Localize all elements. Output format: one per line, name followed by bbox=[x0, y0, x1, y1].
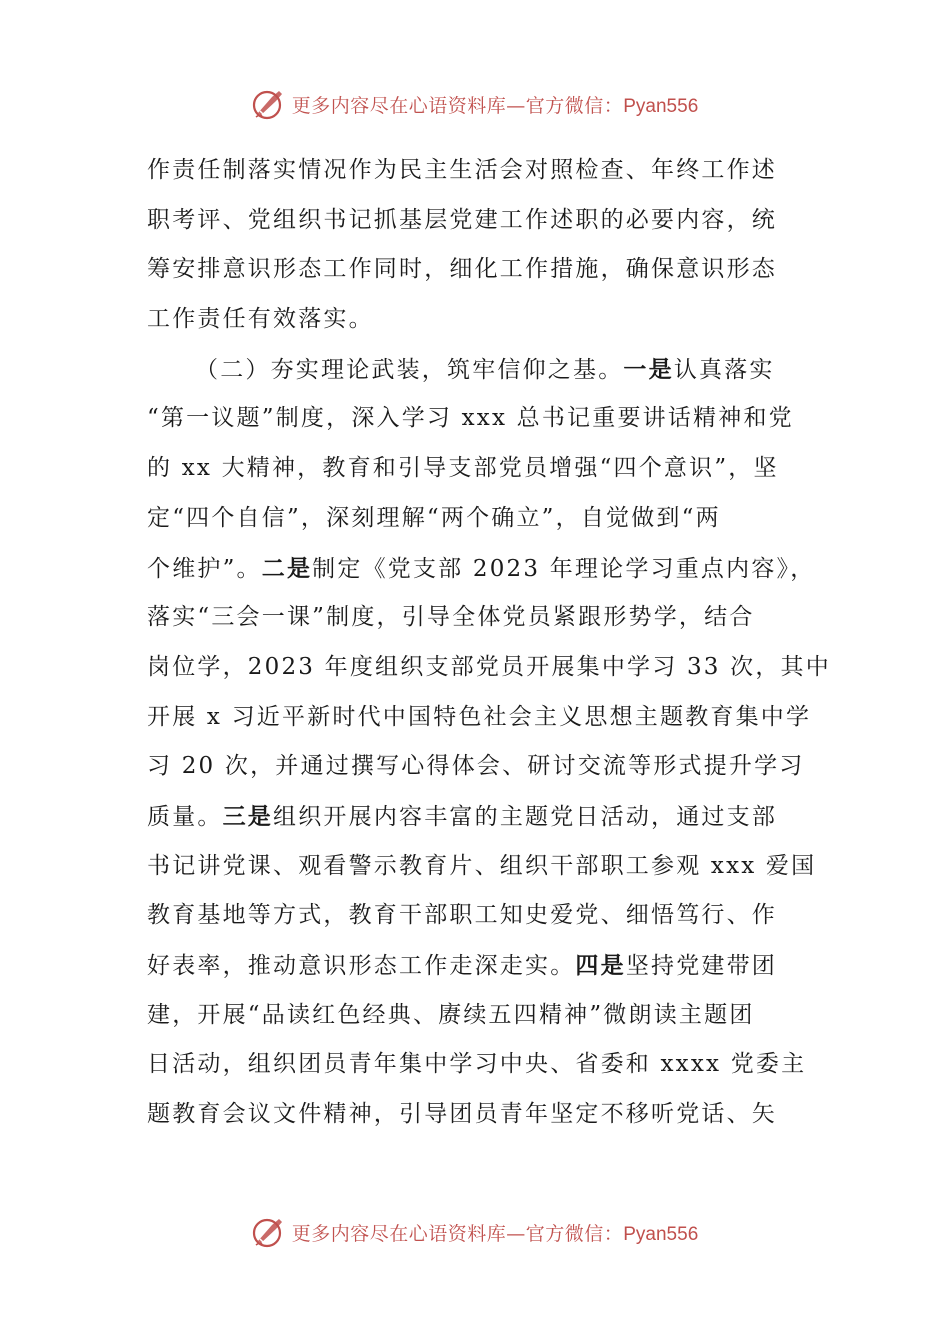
text-line bbox=[147, 593, 807, 643]
text-line bbox=[147, 891, 807, 941]
text-segment: 开展 x 习近平新时代中国特色社会主义思想主题教育集中学 bbox=[147, 703, 812, 730]
text-line bbox=[147, 1090, 807, 1140]
pen-nib-logo-icon bbox=[252, 1215, 286, 1249]
wechat-id: Pyan556 bbox=[623, 1223, 699, 1245]
text-segment: 落实“三会一课”制度，引导全体党员紧跟形势学，结合 bbox=[147, 604, 755, 631]
wechat-id: Pyan556 bbox=[623, 95, 699, 117]
document-body bbox=[147, 146, 831, 1140]
text-line bbox=[147, 842, 817, 892]
bold-keyword: 二是 bbox=[261, 554, 313, 582]
text-segment: 认真落实 bbox=[673, 356, 775, 383]
text-segment: 作责任制落实情况作为民主生活会对照检查、年终工作述 bbox=[147, 157, 777, 183]
text-line bbox=[147, 1040, 807, 1090]
text-segment: 岗位学，2023 年度组织支部党员开展集中学习 33 次，其中 bbox=[147, 653, 831, 680]
pen-nib-logo-icon bbox=[252, 87, 286, 121]
text-line bbox=[147, 494, 807, 544]
text-segment: （二）夯实理论武装，筑牢信仰之基。 bbox=[195, 356, 624, 383]
text-segment: 定“四个自信”，深刻理解“两个确立”，自觉做到“两 bbox=[147, 504, 721, 531]
text-line bbox=[147, 742, 807, 792]
text-line bbox=[147, 196, 807, 246]
text-segment: 个维护”。 bbox=[147, 555, 262, 582]
header-banner bbox=[0, 82, 950, 126]
text-segment: 质量。 bbox=[147, 803, 223, 830]
text-segment: 制定《党支部 2023 年理论学习重点内容》， bbox=[312, 555, 816, 582]
text-segment: 职考评、党组织书记抓基层党建工作述职的必要内容，统 bbox=[147, 206, 777, 233]
text-segment: 教育基地等方式，教育干部职工知史爱党、细悟笃行、作 bbox=[147, 902, 777, 929]
text-line bbox=[147, 345, 807, 395]
text-segment: 筹安排意识形态工作同时，细化工作措施，确保意识形态 bbox=[147, 256, 777, 283]
text-segment: 习 20 次，并通过撰写心得体会、研讨交流等形式提升学习 bbox=[147, 753, 805, 780]
text-line bbox=[147, 444, 807, 494]
text-line bbox=[147, 941, 807, 991]
text-line bbox=[147, 991, 807, 1041]
text-segment: 好表率，推动意识形态工作走深走实。 bbox=[147, 953, 576, 979]
text-line bbox=[147, 146, 807, 196]
banner-text: 更多内容尽在心语资料库—官方微信：Pyan556 bbox=[291, 1222, 699, 1245]
text-segment: 书记讲党课、观看警示教育片、组织干部职工参观 xxx 爱国 bbox=[147, 852, 817, 879]
footer-banner bbox=[0, 1210, 950, 1254]
text-segment: 建，开展“品读红色经典、赓续五四精神”微朗读主题团 bbox=[147, 1001, 755, 1028]
bold-keyword: 四是 bbox=[575, 952, 626, 979]
text-segment: 的 xx 大精神，教育和引导支部党员增强“四个意识”，坚 bbox=[147, 455, 779, 482]
text-line bbox=[147, 693, 812, 743]
text-line bbox=[147, 643, 831, 693]
text-segment: 题教育会议文件精神，引导团员青年坚定不移听党话、矢 bbox=[147, 1101, 777, 1128]
text-line bbox=[147, 544, 816, 594]
text-line bbox=[147, 792, 807, 842]
text-segment: 工作责任有效落实。 bbox=[147, 306, 374, 333]
text-segment: 组织开展内容丰富的主题党日活动，通过支部 bbox=[273, 803, 778, 830]
text-line bbox=[147, 295, 807, 345]
banner-text: 更多内容尽在心语资料库—官方微信：Pyan556 bbox=[291, 94, 699, 117]
bold-keyword: 一是 bbox=[623, 355, 674, 383]
text-segment: 日活动，组织团员青年集中学习中央、省委和 xxxx 党委主 bbox=[147, 1051, 807, 1078]
text-line bbox=[147, 394, 807, 444]
text-line bbox=[147, 245, 807, 295]
text-segment: “第一议题”制度，深入学习 xxx 总书记重要讲话精神和党 bbox=[147, 405, 794, 432]
text-segment: 坚持党建带团 bbox=[625, 953, 778, 979]
bold-keyword: 三是 bbox=[222, 802, 274, 830]
